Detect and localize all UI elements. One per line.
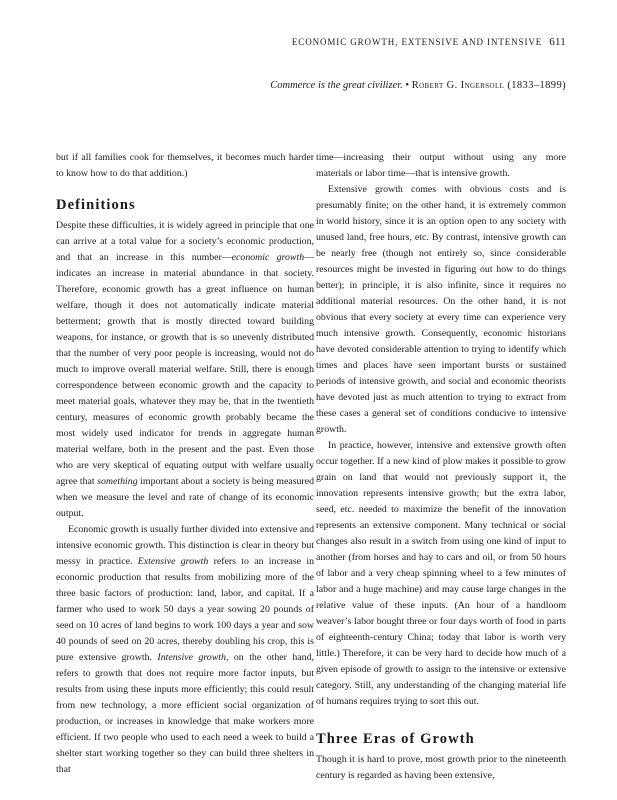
emphasis-intensive-growth: Intensive growth: [157, 652, 226, 663]
emphasis-economic-growth: economic growth: [231, 252, 305, 263]
paragraph-practice: In practice, however, intensive and extensive growth often occur together. If a new kind of plow makes it possible to grow grain on land that would not previously support it, the innovation represents intensive growth; but the extra labor, seed, etc. needed to maximize the benefit of the innovation represents an extensive component. Many technical or social changes also result in a switch from using one kind of input to another (from horses and hay to cars and oil, or from 50 hours of labor and a very cheap spinning wheel to a few minutes of labor and a huge machine) and may cause large changes in the relative value of these inputs. (An hour of a handloom weaver’s labor bought three or four days worth of food in parts of eighteenth-century China; today that labor is worth very little.) Therefore, it can be very hard to decide how much of a given episode of growth to assign to the intensive or extensive category. Still, any understanding of the changing material life of humans requires trying to sort this out.: [316, 440, 566, 707]
paragraph-definitions: [56, 218, 314, 522]
paragraph-continued: but if all families cook for themselves, it becomes much harder to know how to do that addition.): [56, 152, 314, 179]
text-run: Despite these difficulties, it is widely agreed in principle that one can arrive at a total value for a society’s economic production, and that an increase in this number—: [56, 220, 314, 263]
text-run: , on the other hand, refers to growth that does not require more factor inputs, but results from using these inputs more efficiently; this could result from new technology, a more efficient social organization of production, or increases in knowledge that make workers more efficient. If two people who used to each need a week to build a shelter start working together so they can build three shelters in that: [56, 652, 314, 775]
paragraph-extensive-intensive: [56, 522, 314, 778]
text-run: Economic growth is usually further divided into extensive and intensive economic growth. This distinction is clear in theory but messy in practice.: [56, 524, 314, 567]
right-column: [316, 150, 566, 784]
text-run: refers to an increase in economic production that results from mobilizing more of the three basic factors of production: land, labor, and capital. If a farmer who used to work 50 days a year sowing 20 pounds of seed on 10 acres of land begins to work 100 days a year and sow 40 pounds of seed on 20 acres, thereby doubling his crop, this is pure extensive growth.: [56, 556, 314, 663]
text-run: —indicates an increase in material abundance in that society. Therefore, economic growth has a great influence on human welfare, though it does not automatically indicate material betterment; growth that is mostly directed toward building weapons, for instance, or growth that is so unevenly distributed that the number of very poor people is increasing, would not do much to improve overall material welfare. Still, there is enough correspondence between economic growth and the capacity to meet material goals, whatever they may be, that in the twentieth century, measures of economic growth probably became the most widely used indicator for trends in aggregate human material welfare, both in the present and the past. Even those who are very skeptical of equating output with welfare usually agree that: [56, 252, 314, 487]
page-number: 611: [549, 36, 566, 48]
left-column: [56, 150, 314, 778]
heading-definitions: Definitions: [56, 197, 136, 213]
heading-three-eras: Three Eras of Growth: [316, 731, 475, 747]
text-run: important about a society is being measured when we measure the level and rate of change of its economic output.: [56, 476, 314, 519]
epigraph-author: Robert G. Ingersoll (1833–1899): [411, 80, 566, 91]
paragraph-costs: Extensive growth comes with obvious costs and is presumably finite; on the other hand, it is extremely common in world history, since it is an option open to any society with unused land, free hours, etc. By contrast, intensive growth can be nearly free (though not entirely so, since considerable resources might be invested in figuring out how to do things better); in principle, it is also infinite, since it requires no additional material resources. On the other hand, it is not obvious that every society at every time can experience very much intensive growth. Consequently, economic historians have devoted considerable attention to trying to identify which times and places have seen important bursts or sustained periods of intensive growth, and social and economic theorists have devoted just as much attention to trying to extract from these cases a general set of conditions conducive to intensive growth.: [316, 184, 566, 435]
epigraph: [270, 80, 566, 91]
epigraph-separator: •: [402, 80, 412, 91]
emphasis-something: something: [97, 476, 138, 487]
epigraph-quote: Commerce is the great civilizer.: [270, 80, 403, 91]
paragraph-three-eras: Though it is hard to prove, most growth prior to the nineteenth century is regarded as having been extensive,: [316, 754, 566, 781]
emphasis-extensive-growth: Extensive growth: [137, 556, 209, 567]
running-title: ECONOMIC GROWTH, EXTENSIVE AND INTENSIVE: [291, 37, 543, 47]
paragraph-continued: time—increasing their output without using any more materials or labor time—that is intensive growth.: [316, 152, 566, 179]
running-head: [292, 36, 566, 48]
